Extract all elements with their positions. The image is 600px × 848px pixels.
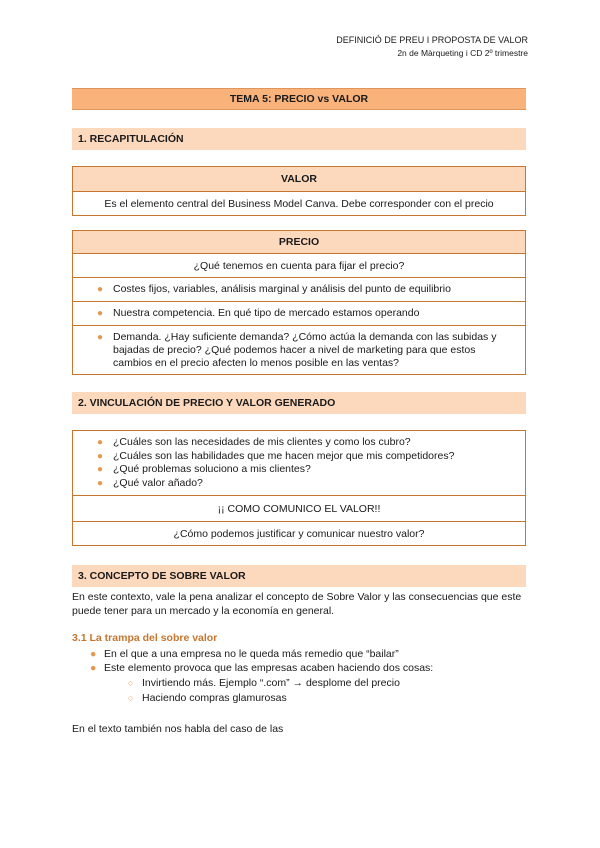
section-1-heading: 1. RECAPITULACIÓN xyxy=(72,128,526,150)
valor-table xyxy=(72,166,526,216)
header-line-2: 2n de Màrqueting i CD 2º trimestre xyxy=(397,48,528,58)
justificar-valor: ¿Cómo podemos justificar y comunicar nuestro valor? xyxy=(73,521,525,545)
circle-bullet-icon: ○ xyxy=(128,678,134,688)
bullet-icon: ● xyxy=(97,464,104,475)
vinculacion-table xyxy=(72,430,526,546)
document-header xyxy=(336,34,528,60)
section-3-intro: En este contexto, vale la pena analizar el concepto de Sobre Valor y las consecuencias que este puede tener para un mercado y la economía en general. xyxy=(72,591,522,617)
list-item: ● ¿Qué problemas soluciono a mis clientes? xyxy=(97,463,311,475)
bullet-icon: ● xyxy=(90,648,97,660)
bullet-icon: ● xyxy=(97,450,104,462)
sub-list-item: ○ Haciendo compras glamurosas xyxy=(128,692,287,704)
section-3-heading: 3. CONCEPTO DE SOBRE VALOR xyxy=(72,565,526,587)
precio-table xyxy=(72,230,526,375)
list-item: ● Este elemento provoca que las empresas acaben haciendo dos cosas: xyxy=(90,662,434,674)
questions-cell xyxy=(73,431,525,495)
bullet-icon: ● xyxy=(90,662,97,674)
bullet-icon: ● xyxy=(97,284,104,295)
header-line-1: DEFINICIÓ DE PREU I PROPOSTA DE VALOR xyxy=(336,35,528,45)
precio-item: ● Nuestra competencia. En qué tipo de mercado estamos operando xyxy=(73,301,525,325)
bullet-icon: ● xyxy=(97,437,104,448)
comunico-valor: ¡¡ COMO COMUNICO EL VALOR!! xyxy=(73,495,525,521)
closing-text: En el texto también nos habla del caso de las xyxy=(72,723,284,735)
section-2-heading: 2. VINCULACIÓN DE PRECIO Y VALOR GENERADO xyxy=(72,392,526,414)
list-item: ● ¿Cuáles son las habilidades que me hacen mejor que mis competidores? xyxy=(97,449,455,462)
precio-item: ● Demanda. ¿Hay suficiente demanda? ¿Cómo actúa la demanda con las subidas y bajadas de precio? ¿Qué podemos hacer a nivel de marketing para que estos cambios en el precio afecten lo menos posible en las ventas? xyxy=(73,325,525,374)
subsection-heading: 3.1 La trampa del sobre valor xyxy=(72,632,218,644)
bullet-icon: ● xyxy=(97,332,104,343)
valor-table-head: VALOR xyxy=(73,167,525,191)
list-item: ● En el que a una empresa no le queda más remedio que “bailar” xyxy=(90,648,399,660)
precio-table-question: ¿Qué tenemos en cuenta para fijar el precio? xyxy=(73,253,525,277)
list-item: ● ¿Cuáles son las necesidades de mis clientes y como los cubro? xyxy=(97,436,411,448)
sub-list-item: ○ Invirtiendo más. Ejemplo “.com” → desplome del precio xyxy=(128,677,400,689)
precio-table-head: PRECIO xyxy=(73,231,525,253)
circle-bullet-icon: ○ xyxy=(128,693,134,703)
list-item: ● ¿Qué valor añado? xyxy=(97,476,203,489)
precio-item: ● Costes fijos, variables, análisis marginal y análisis del punto de equilibrio xyxy=(73,277,525,301)
topic-title: TEMA 5: PRECIO vs VALOR xyxy=(72,88,526,110)
valor-table-text: Es el elemento central del Business Model Canva. Debe corresponder con el precio xyxy=(73,191,525,215)
bullet-icon: ● xyxy=(97,477,104,489)
bullet-icon: ● xyxy=(97,308,104,319)
